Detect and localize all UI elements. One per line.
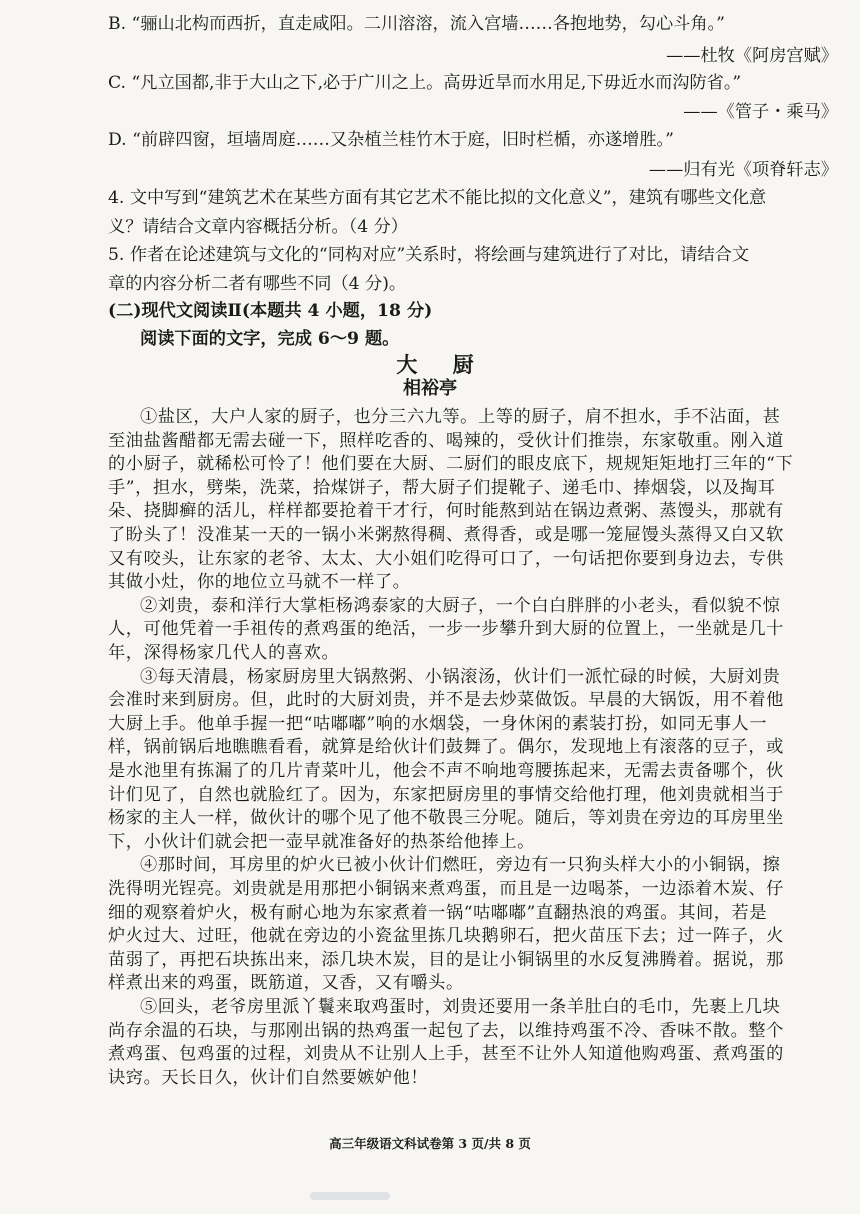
option-d-source: ——归有光《项脊轩志》 [648, 160, 838, 180]
question-4-line-1: 4. 文中写到“建筑艺术在某些方面有其它艺术不能比拟的文化意义”，建筑有哪些文化意 [108, 188, 767, 208]
paragraph-4-line: ④那时间，耳房里的炉火已被小伙计们燃旺，旁边有一只狗头样大小的小铜锅，擦 [140, 855, 781, 875]
paragraph-2-line: 年，深得杨家几代人的喜欢。 [108, 643, 340, 663]
option-d-text: D. “前辟四窗，垣墙周庭……又杂植兰桂竹木于庭，旧时栏楯，亦遂增胜。” [108, 130, 674, 150]
question-4-line-2: 义？请结合文章内容概括分析。（4 分） [108, 217, 408, 237]
section-heading: (二)现代文阅读Ⅱ(本题共 4 小题，18 分) [108, 301, 433, 321]
paragraph-4-line: 样煮出来的鸡蛋，既筋道，又香，又有嚼头。 [108, 973, 464, 993]
paragraph-4-line: 细的观察着炉火，极有耐心地为东家煮着一锅“咕嘟嘟”直翻热浪的鸡蛋。其间，若是 [108, 903, 768, 923]
option-b-text: B. “骊山北构而西折，直走咸阳。二川溶溶，流入宫墙……各抱地势，勾心斗角。” [108, 14, 725, 34]
paragraph-5-line: 尚存余温的石块，与那刚出锅的热鸡蛋一起包了去，以维持鸡蛋不冷、香味不散。整个 [108, 1021, 784, 1041]
paragraph-1-line: 了盼头了！没准某一天的一锅小米粥熬得稠、煮得香，或是哪一笼屉馒头蒸得又白又软 [108, 525, 784, 545]
paragraph-3-line: 计们见了，自然也就脸红了。因为，东家把厨房里的事情交给他打理，他刘贵就相当于 [108, 785, 784, 805]
article-author: 相裕亭 [403, 378, 457, 399]
option-c-source: ——《管子・乘马》 [683, 102, 838, 122]
paragraph-4-line: 苗弱了，再把石块拣出来，添几块木炭，目的是让小铜锅里的水反复沸腾着。据说，那 [108, 950, 784, 970]
paragraph-4-line: 洗得明光锃亮。刘贵就是用那把小铜锅来煮鸡蛋，而且是一边喝茶，一边添着木炭、仔 [108, 879, 784, 899]
option-c-text: C. “凡立国都,非于大山之下,必于广川之上。高毋近旱而水用足,下毋近水而沟防省。” [108, 73, 742, 93]
paragraph-5-line: 诀窍。天长日久，伙计们自然要嫉妒他！ [108, 1068, 429, 1088]
paragraph-2-line: ②刘贵，泰和洋行大掌柜杨鸿泰家的大厨子，一个白白胖胖的小老头，看似貌不惊 [140, 596, 781, 616]
paragraph-5-line: 煮鸡蛋、包鸡蛋的过程，刘贵从不让别人上手，甚至不让外人知道他购鸡蛋、煮鸡蛋的 [108, 1044, 784, 1064]
paragraph-1-line: ①盐区，大户人家的厨子，也分三六九等。上等的厨子，肩不担水，手不沾面，甚 [140, 407, 781, 427]
paragraph-3-line: 大厨上手。他单手握一把“咕嘟嘟”响的水烟袋，一身休闲的素装打扮，如同无事人一 [108, 714, 768, 734]
paragraph-1-line: 的小厨子，就稀松可怜了！他们要在大厨、二厨们的眼皮底下，规规矩矩地打三年的“下 [108, 454, 794, 474]
paragraph-1-line: 其做小灶，你的地位立马就不一样了。 [108, 572, 411, 592]
paragraph-3-line: 会准时来到厨房。但，此时的大厨刘贵，并不是去炒菜做饭。早晨的大锅饭，用不着他 [108, 690, 784, 710]
paragraph-3-line: ③每天清晨，杨家厨房里大锅熬粥、小锅滚汤，伙计们一派忙碌的时候，大厨刘贵 [140, 667, 781, 687]
paragraph-1-line: 至油盐酱醋都无需去碰一下，照样吃香的、喝辣的，受伙计们推崇，东家敬重。刚入道 [108, 431, 784, 451]
paragraph-3-line: 杨家的主人一样，做伙计的哪个见了他不敬畏三分呢。随后，等刘贵在旁边的耳房里坐 [108, 808, 784, 828]
paragraph-3-line: 是水池里有拣漏了的几片青菜叶儿，他会不声不响地弯腰拣起来，无需去责备哪个，伙 [108, 761, 784, 781]
paragraph-1-line: 又有咬头，让东家的老爷、太太、大小姐们吃得可口了，一句话把你要到身边去，专供 [108, 549, 784, 569]
question-5-line-2: 章的内容分析二者有哪些不同（4 分)。 [108, 274, 407, 294]
paragraph-3-line: 样，锅前锅后地瞧瞧看看，就算是给伙计们鼓舞了。偶尔，发现地上有滚落的豆子，或 [108, 737, 784, 757]
question-5-line-1: 5. 作者在论述建筑与文化的“同构对应”关系时，将绘画与建筑进行了对比，请结合文 [108, 245, 750, 265]
paragraph-5-line: ⑤回头，老爷房里派丫鬟来取鸡蛋时，刘贵还要用一条羊肚白的毛巾，先裹上几块 [140, 997, 781, 1017]
paragraph-1-line: 手”，担水，劈柴，洗菜，拾煤饼子，帮大厨子们提靴子、递毛巾、捧烟袋，以及掏耳 [108, 478, 776, 498]
paragraph-2-line: 人，可他凭着一手祖传的煮鸡蛋的绝活，一步一步攀升到大厨的位置上，一坐就是几十 [108, 619, 784, 639]
paragraph-3-line: 下，小伙计们就会把一壶早就准备好的热茶给他捧上。 [108, 832, 535, 852]
page-footer: 高三年级语文科试卷第 3 页/共 8 页 [329, 1136, 531, 1151]
scan-smudge [310, 1192, 390, 1200]
option-b-source: ——杜牧《阿房宫赋》 [666, 46, 838, 66]
article-title: 大 厨 [396, 352, 488, 377]
paragraph-4-line: 炉火过大、过旺，他就在旁边的小瓷盆里拣几块鹅卵石，把火苗压下去；过一阵子，火 [108, 926, 784, 946]
section-instruction: 阅读下面的文字，完成 6～9 题。 [140, 329, 400, 349]
paragraph-1-line: 朵、挠脚癣的活儿，样样都要抢着干才行，何时能熬到站在锅边煮粥、蒸馒头，那就有 [108, 501, 784, 521]
